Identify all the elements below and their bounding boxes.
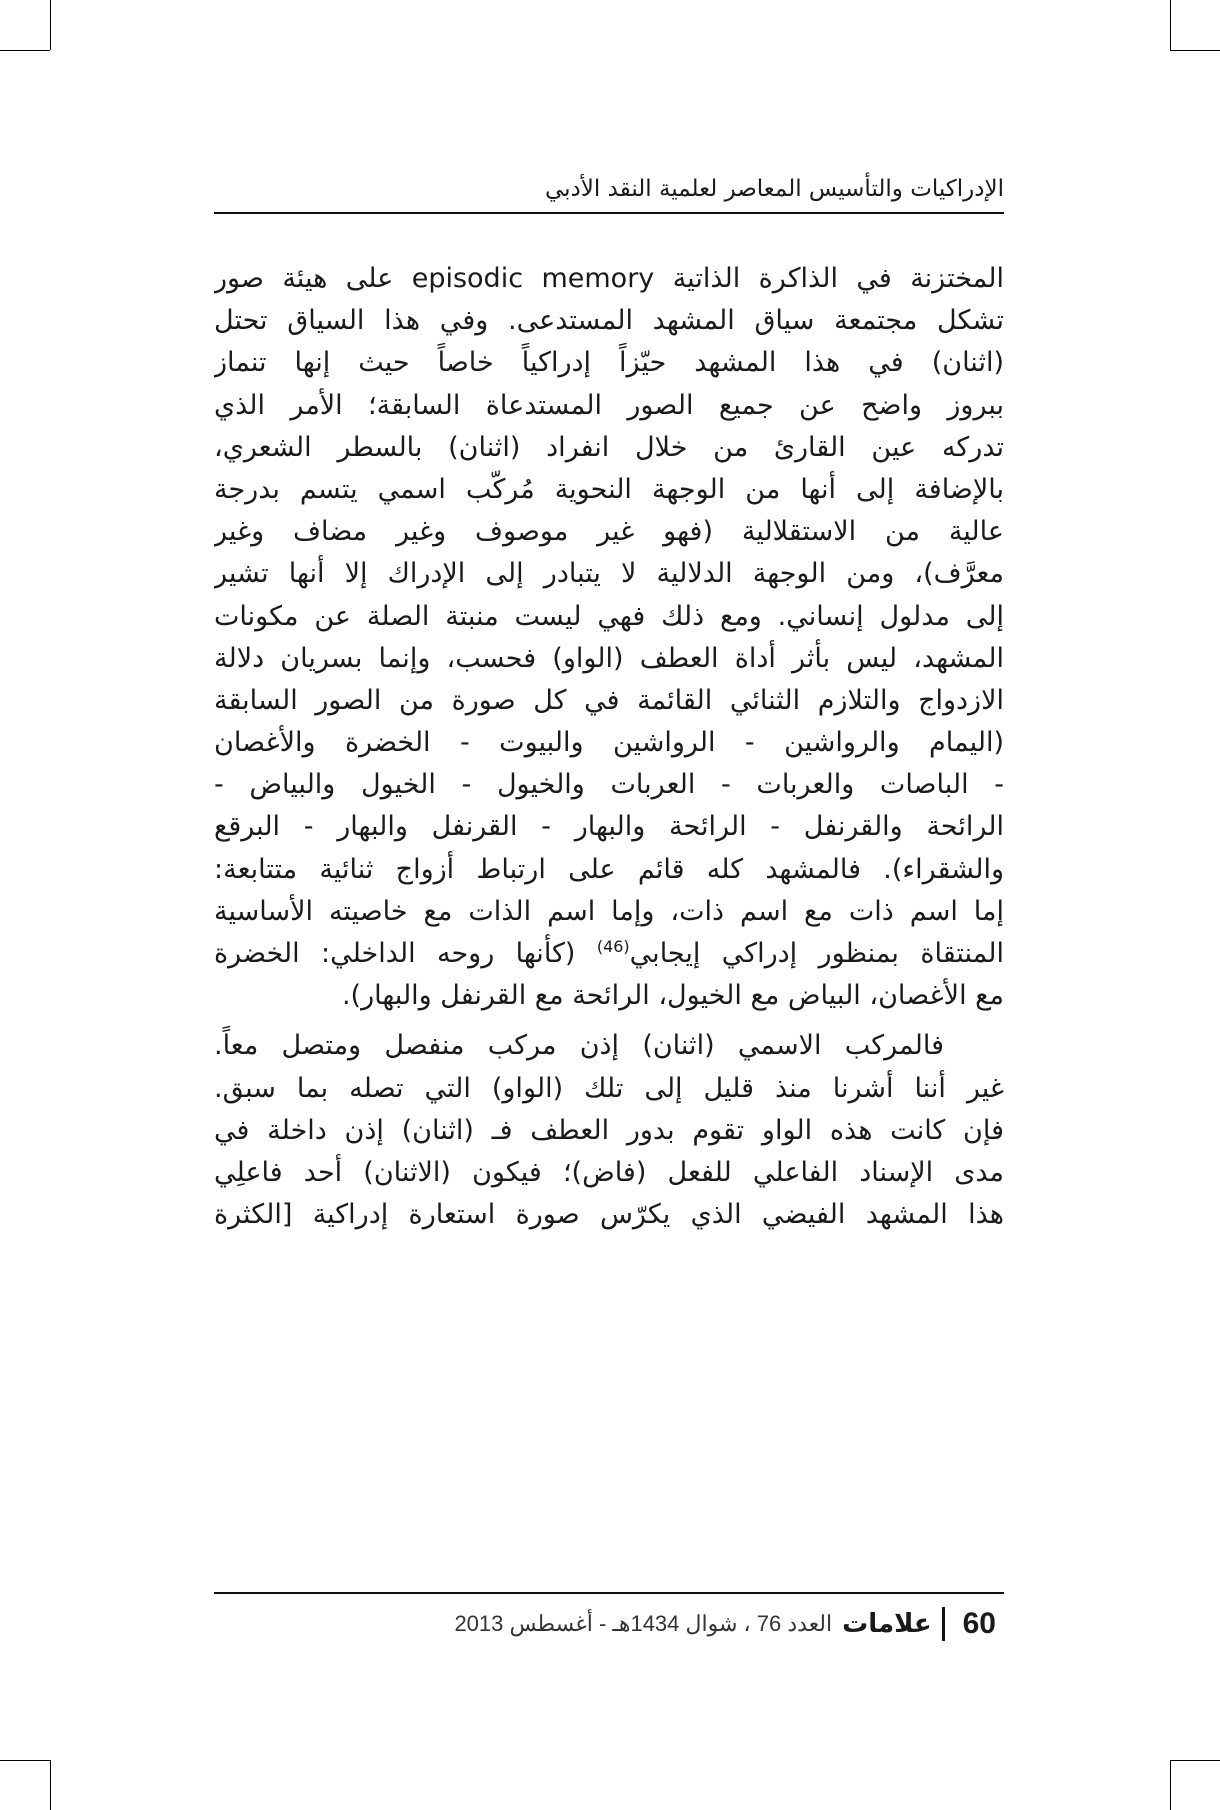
crop-mark-top-right-h [1170, 50, 1220, 51]
text-line: الازدواج والتلازم الثنائي القائمة في كل صورة من الصور السابقة [214, 684, 1004, 716]
crop-mark-bottom-right [1170, 1760, 1171, 1810]
text-line: إلى مدلول إنساني. ومع ذلك فهي ليست منبتة الصلة عن مكونات [214, 600, 1004, 632]
text-line: (اثنان) في هذا المشهد حيّزاً إدراكياً خاصاً حيث إنها تنماز [214, 347, 1004, 379]
text-segment: (كأنها روحه الداخلي: الخضرة [214, 938, 597, 969]
text-line: والشقراء). فالمشهد كله قائم على ارتباط أزواج ثنائية متتابعة: [214, 853, 1004, 885]
header-rule [214, 212, 1004, 214]
text-line: - الباصات والعربات - العربات والخيول - الخيول والبياض - [214, 769, 1004, 801]
text-line: فإن كانت هذه الواو تقوم بدور العطف فـ (اثنان) إذن داخلة في [214, 1114, 1004, 1146]
footnote-reference[interactable]: (46) [596, 937, 630, 956]
text-line: المختزنة في الذاكرة الذاتية episodic memory على هيئة صور [214, 263, 1004, 294]
text-line: مدى الإسناد الفاعلي للفعل (فاض)؛ فيكون (الاثنان) أحد فاعلِي [214, 1156, 1004, 1188]
page-footer [214, 1602, 1004, 1646]
text-line: غير أننا أشرنا منذ قليل إلى تلك (الواو) التي تصله بما سبق. [214, 1072, 1004, 1104]
issue-info: العدد 76 ، شوال 1434هـ - أغسطس 2013 [454, 1611, 833, 1636]
page-number: 60 [962, 1607, 996, 1640]
footer-rule [214, 1592, 1004, 1594]
crop-mark-bottom-left [50, 1760, 51, 1810]
text-line: ببروز واضح عن جميع الصور المستدعاة السابقة؛ الأمر الذي [214, 389, 1004, 421]
text-line: عالية من الاستقلالية (فهو غير موصوف وغير مضاف وغير [214, 516, 1004, 548]
crop-mark-bottom-left-h [0, 1760, 50, 1761]
text-line: تدركه عين القارئ من خلال انفراد (اثنان) بالسطر الشعري، [214, 431, 1004, 463]
text-segment: المنتقاة بمنظور إدراكي إيجابي [629, 938, 1004, 969]
text-line: إما اسم ذات مع اسم ذات، وإما اسم الذات مع خاصيته الأساسية [214, 895, 1004, 927]
text-line: تشكل مجتمعة سياق المشهد المستدعى. وفي هذا السياق تحتل [214, 305, 1004, 337]
text-line: مع الأغصان، البياض مع الخيول، الرائحة مع القرنفل والبهار). [341, 980, 1004, 1012]
crop-mark-top-left-h [0, 50, 50, 51]
crop-mark-top-right [1170, 0, 1171, 50]
text-line: معرَّف)، ومن الوجهة الدلالية لا يتبادر إلى الإدراك إلا أنها تشير [214, 558, 1004, 590]
text-line: هذا المشهد الفيضي الذي يكرّس صورة استعارة إدراكية [الكثرة [214, 1199, 1004, 1231]
text-line-with-footnote [214, 933, 1004, 975]
journal-logo: علامات [842, 1609, 932, 1639]
crop-mark-bottom-right-h [1170, 1760, 1220, 1761]
footer-separator [942, 1607, 945, 1641]
text-line: (اليمام والرواشين - الرواشين والبيوت - الخضرة والأغصان [214, 727, 1004, 759]
text-line: المشهد، ليس بأثر أداة العطف (الواو) فحسب، وإنما بسريان دلالة [214, 642, 1004, 674]
text-line: بالإضافة إلى أنها من الوجهة النحوية مُركّب اسمي يتسم بدرجة [214, 473, 1004, 505]
crop-mark-top-left [50, 0, 51, 50]
paragraph-first-line: فالمركب الاسمي (اثنان) إذن مركب منفصل ومتصل معاً. [214, 1030, 944, 1062]
body-text [214, 258, 1004, 1236]
running-header-title: الإدراكيات والتأسيس المعاصر لعلمية النقد الأدبي [544, 176, 1004, 202]
text-line: الرائحة والقرنفل - الرائحة والبهار - القرنفل والبهار - البرقع [214, 811, 1004, 843]
